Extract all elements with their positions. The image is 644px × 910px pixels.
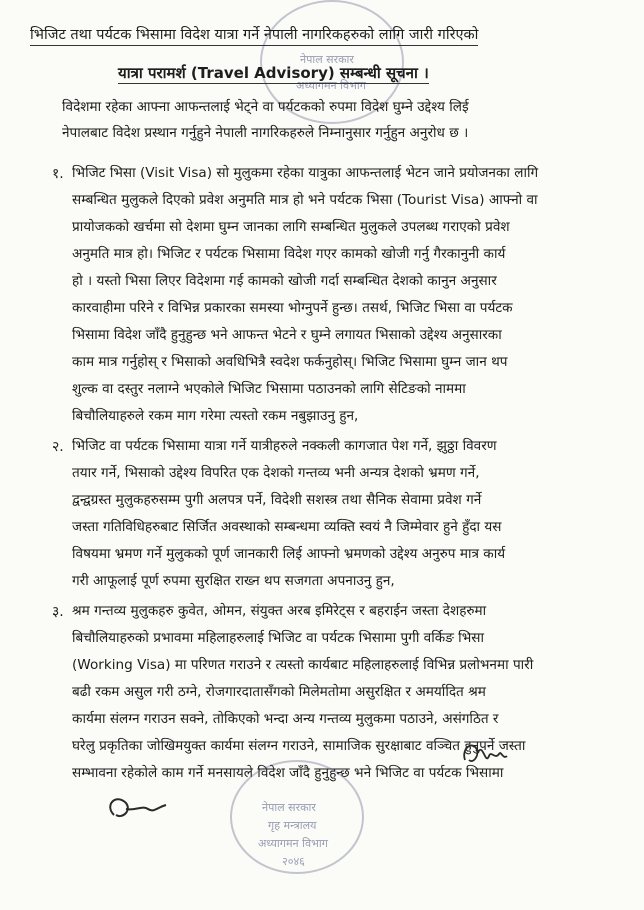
seal-bottom-text-4: २०४६ [282,855,305,868]
seal-bottom-text-1: नेपाल सरकार [262,801,316,814]
notice-heading-line: भिजिट तथा पर्यटक भिसामा विदेश यात्रा गर्ने नेपाली नागरिकहरुको लागि जारी गरिएको [30,26,478,46]
item-3-line: बढी रकम असुल गरी ठग्ने, रोजगारदातासँगको मिलेमतोमा असुरक्षित र अमर्यादित श्रम [72,684,486,700]
item-1-line: हो । यस्तो भिसा लिएर विदेशमा गई कामको खोजी गर्दा सम्बन्धित देशको कानुन अनुसार [72,273,497,289]
item-3-line: घरेलु प्रकृतिका जोखिमयुक्त कार्यमा संलग्न गराउने, सामाजिक सुरक्षाबाट वञ्चित हुनुपर्ने जस्ता [72,738,526,754]
seal-top-text-2: अध्यागमन विभाग [296,79,366,92]
seal-top-text-1: नेपाल सरकार [300,53,354,66]
item-3-line: बिचौलियाहरुको प्रभावमा महिलाहरुलाई भिजिट वा पर्यटक भिसामा पुगी वर्किङ भिसा [72,630,484,646]
item-2-line: भिजिट वा पर्यटक भिसामा यात्रा गर्ने यात्रीहरुले नक्कली कागजात पेश गर्ने, झुठ्ठा विवरण [72,438,497,454]
seal-bottom-text-3: अध्यागमन विभाग [258,837,328,850]
item-2-line: विषयमा भ्रमण गर्ने मुलुकको पूर्ण जानकारी लिई आफ्नो भ्रमणको उद्देश्य अनुरुप मात्र कार्य [72,546,506,562]
item-1-line: कारवाहीमा परिने र विभिन्न प्रकारका समस्या भोग्नुपर्ने हुन्छ। तसर्थ, भिजिट भिसा वा पर्यटक [72,300,513,316]
item-3-line: (Working Visa) मा परिणत गराउने र त्यस्तो कार्यबाट महिलाहरुलाई विभिन्न प्रलोभनमा पारी [72,657,534,673]
seal-bottom-text-2: गृह मन्त्रालय [268,819,317,832]
item-1-line: काम मात्र गर्नुहोस् र भिसाको अवधिभित्रै स्वदेश फर्कनुहोस्। भिजिट भिसामा घुम्न जान थप [72,354,508,370]
item-3-line: श्रम गन्तव्य मुलुकहरु कुवेत, ओमन, संयुक्त अरब इमिरेट्स र बहराईन जस्ता देशहरुमा [72,603,487,619]
item-1-line: अनुमति मात्र हो। भिजिट र पर्यटक भिसामा विदेश गएर कामको खोजी गर्नु गैरकानुनी कार्य [72,246,506,262]
item-3-line: कार्यमा संलग्न गराउन सक्ने, तोकिएको भन्दा अन्य गन्तव्य मुलुकमा पठाउने, असंगठित र [72,711,499,727]
signature-right [455,730,515,780]
item-1-line: सम्बन्धित मुलुकले दिएको प्रवेश अनुमति मात्र हो भने पर्यटक भिसा (Tourist Visa) आफ्नो वा [72,192,538,208]
item-2-line: तयार गर्ने, भिसाको उद्देश्य विपरित एक देशको गन्तव्य भनी अन्यत्र देशको भ्रमण गर्ने, [72,465,480,481]
intro-line-2: नेपालबाट विदेश प्रस्थान गर्नुहुने नेपाली नागरिकहरुले निम्नानुसार गर्नुहुन अनुरोध छ । [62,125,469,141]
item-2-line: जस्ता गतिविधिहरुबाट सिर्जित अवस्थाको सम्बन्धमा व्यक्ति स्वयं नै जिम्मेवार हुने हुँदा यस [72,519,502,535]
item-1-line: बिचौलियाहरुले रकम माग गरेमा त्यस्तो रकम नबुझाउनु हुन, [72,408,359,424]
item-2-line: द्वन्द्वग्रस्त मुलुकहरुसम्म पुगी अलपत्र पर्ने, विदेशी सशस्त्र तथा सैनिक सेवामा प्रवेश गर्ने [72,492,482,508]
item-3-number: ३. [52,604,64,620]
item-2-number: २. [52,439,64,455]
item-1-line: भिजिट भिसा (Visit Visa) सो मुलुकमा रहेका यात्रुका आफन्तलाई भेटन जाने प्रयोजनका लागि [72,165,539,181]
notice-title: यात्रा परामर्श (Travel Advisory) सम्बन्धी सूचना । [118,64,429,82]
item-1-line: भिसामा विदेश जाँदै हुनुहुन्छ भने आफन्त भेटने र घुम्ने लगायत भिसाको उद्देश्य अनुसारका [72,327,502,343]
item-1-line: शुल्क वा दस्तुर नलाग्ने भएकोले भिजिट भिसामा पठाउनको लागि सेटिङको नाममा [72,381,466,397]
item-2-line: गरी आफूलाई पूर्ण रुपमा सुरक्षित राख्न थप सजगता अपनाउनु हुन, [72,573,395,589]
signature-left [96,785,176,835]
item-1-line: प्रायोजकको खर्चमा सो देशमा घुम्न जानका लागि सम्बन्धित मुलुकले उपलब्ध गराएको प्रवेश [72,219,510,235]
intro-line-1: विदेशमा रहेका आफ्ना आफन्तलाई भेट्ने वा पर्यटकको रुपमा विदेश घुम्ने उद्देश्य लिई [62,99,469,115]
item-3-line: सम्भावना रहेकोले काम गर्ने मनसायले विदेश जाँदै हुनुहुन्छ भने भिजिट वा पर्यटक भिसामा [72,765,504,781]
item-1-number: १. [52,166,64,182]
